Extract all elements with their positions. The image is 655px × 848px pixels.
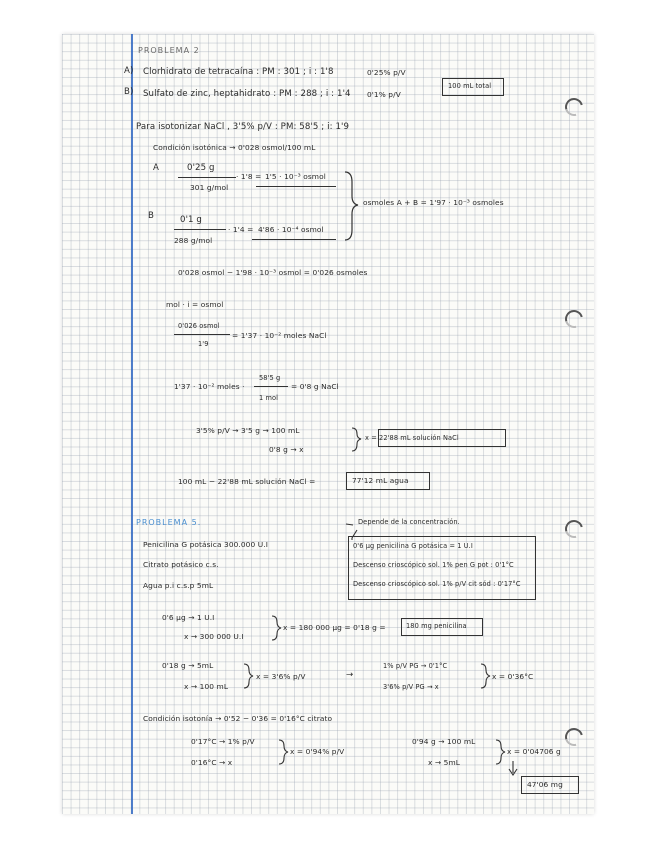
ratio4-line-b: 0'16°C → x — [191, 758, 233, 767]
grams-frac-bar — [254, 386, 288, 387]
ratio2-line-b: x → 100 mL — [184, 682, 229, 691]
isotonic-condition: Condición isotónica → 0'028 osmol/100 mL — [153, 143, 316, 152]
ratio4-line-a: 0'17°C → 1% p/V — [191, 737, 255, 746]
item-b-concentration: 0'1% p/V — [367, 90, 401, 99]
grams-left: 1'37 · 10⁻² moles · — [174, 382, 245, 391]
moles-frac-den: 1'9 — [198, 340, 209, 348]
arrow: → — [346, 670, 354, 680]
ratio-line-1: 3'5% p/V → 3'5 g → 100 mL — [196, 426, 300, 435]
water-equation: 100 mL − 22'88 mL solución NaCl = — [178, 477, 316, 486]
ratio2-line-a: 0'18 g → 5mL — [162, 661, 214, 670]
frac-b-mult: · 1'4 = — [228, 225, 254, 234]
ratio3-line-b: 3'6% p/V PG → x — [383, 683, 439, 691]
ratio-line-2: 0'8 g → x — [269, 445, 304, 454]
ratio1-line-b: x → 300 000 U.I — [184, 632, 244, 641]
ratio3-result: x = 0'36°C — [492, 672, 534, 681]
frac-a-den: 301 g/mol — [190, 183, 229, 192]
ratio1-result: x = 180 000 μg = 0'18 g = — [283, 623, 386, 632]
item-a-concentration: 0'25% p/V — [367, 68, 406, 77]
problem-5-title: PROBLEMA 5. — [136, 518, 202, 527]
grams-result: = 0'8 g NaCl — [291, 382, 339, 391]
frac-a-result: 1'5 · 10⁻³ osmol — [265, 172, 326, 181]
isotonia-condition: Condición isotonía → 0'52 − 0'36 = 0'16°C citrato — [143, 714, 333, 723]
ratio5-line-b: x → 5mL — [428, 758, 460, 767]
moles-frac-bar — [174, 334, 230, 335]
osmol-difference: 0'028 osmol − 1'98 · 10⁻³ osmol = 0'026 osmoles — [178, 268, 368, 277]
frac-b-num: 0'1 g — [180, 215, 202, 225]
item-b-text: Sulfato de zinc, heptahidrato : PM : 288 ; i : 1'4 — [143, 89, 351, 99]
item-a-text: Clorhidrato de tetracaína : PM : 301 ; i : 1'8 — [143, 67, 334, 77]
formula-line-1: Penicilina G potásica 300.000 U.I — [143, 540, 268, 549]
grams-frac-num: 58'5 g — [259, 374, 281, 382]
grams-frac-den: 1 mol — [259, 394, 279, 402]
formula-line-3: Agua p.i c.s.p 5mL — [143, 581, 214, 590]
ratio3-line-a: 1% p/V PG → 0'1°C — [383, 662, 448, 670]
total-volume-text: 100 mL total — [448, 82, 492, 90]
frac-a-mult: · 1'8 = — [236, 172, 262, 181]
frac-b-result: 4'86 · 10⁻⁴ osmol — [258, 225, 324, 234]
data-box-line-1: 0'6 μg penicilina G potásica = 1 U.I — [353, 542, 473, 550]
moles-result: = 1'37 · 10⁻² moles NaCl — [232, 331, 327, 340]
nacl-solution-result: x = 22'88 mL solución NaCl — [365, 434, 459, 442]
item-b-label: B) — [124, 87, 134, 97]
sum-osmoles: osmoles A + B = 1'97 · 10⁻³ osmoles — [363, 198, 504, 207]
citrate-mass-result: 47'06 mg — [527, 780, 563, 789]
data-box-line-2: Descenso crioscópico sol. 1% pen G pot : 0'1°C — [353, 561, 514, 569]
circle-a: A — [153, 163, 159, 173]
frac-b-den: 288 g/mol — [174, 236, 213, 245]
data-box-line-3: Descenso crioscópico sol. 1% p/V cit sód : 0'17°C — [353, 580, 521, 588]
ratio5-line-a: 0'94 g → 100 mL — [412, 737, 476, 746]
frac-a-num: 0'25 g — [187, 163, 215, 173]
item-a-label: A) — [124, 66, 134, 76]
ratio4-result: x = 0'94% p/V — [290, 747, 345, 756]
ratio2-result: x = 3'6% p/V — [256, 672, 306, 681]
concentration-note: Depende de la concentración. — [358, 518, 460, 526]
penicillin-result: 180 mg penicilina — [406, 622, 467, 630]
moles-frac-num: 0'026 osmol — [178, 322, 220, 330]
nacl-line: Para isotonizar NaCl , 3'5% p/V : PM: 58'5 ; i: 1'9 — [136, 122, 350, 132]
formula-line-2: Citrato potásico c.s. — [143, 560, 219, 569]
problem-2-title: PROBLEMA 2 — [138, 46, 200, 55]
mol-i-relation: mol · i = osmol — [166, 300, 224, 309]
ratio5-result: x = 0'04706 g — [507, 747, 561, 756]
circle-b: B — [148, 211, 154, 221]
water-result: 77'12 mL agua — [352, 476, 409, 485]
ratio1-line-a: 0'6 μg → 1 U.I — [162, 613, 215, 622]
